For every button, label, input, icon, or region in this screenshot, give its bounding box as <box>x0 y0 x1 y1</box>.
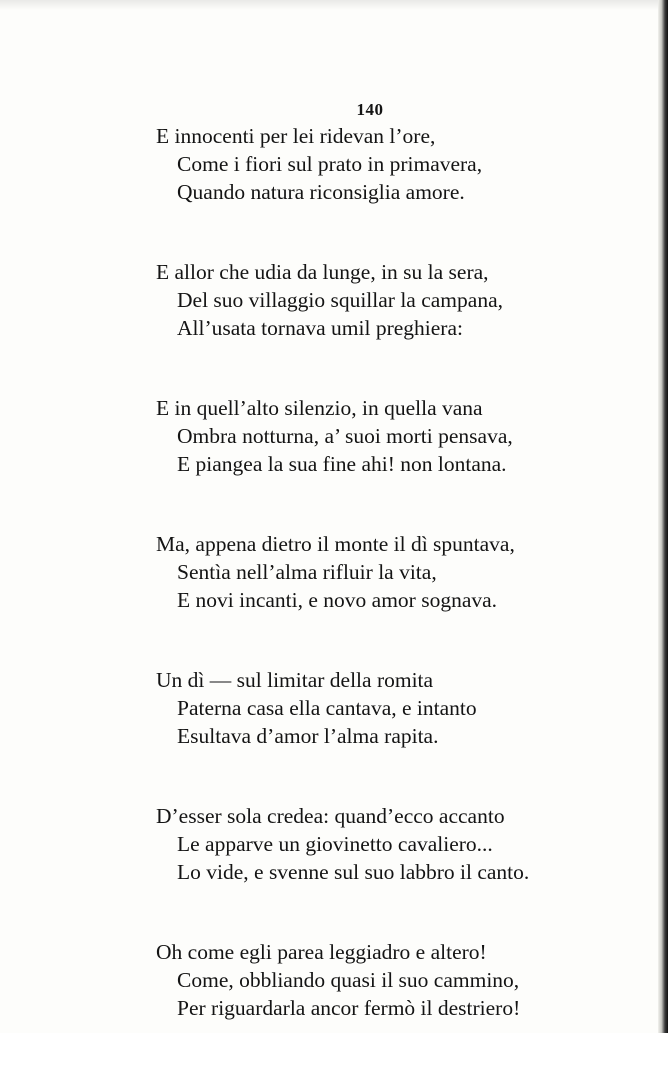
verse-line: D’esser sola credea: quand’ecco accanto <box>156 804 505 828</box>
verse-line: E allor che udia da lunge, in su la sera, <box>156 260 489 284</box>
page-number: 140 <box>356 100 384 119</box>
verse-line: Esultava d’amor l’alma rapita. <box>177 724 439 748</box>
verse-line: Le apparve un giovinetto cavaliero... <box>177 832 493 856</box>
verse-line: Quando natura riconsiglia amore. <box>177 180 465 204</box>
verse-line: Un dì — sul limitar della romita <box>156 668 434 692</box>
stanza <box>156 258 576 342</box>
page-edge-shadow <box>658 0 668 1033</box>
verse-line: Oh come egli parea leggiadro e altero! <box>156 940 487 964</box>
verse-line: E novi incanti, e novo amor sognava. <box>177 588 498 612</box>
verse-line: E piangea la sua fine ahi! non lontana. <box>177 452 507 476</box>
verse-line: Del suo villaggio squillar la campana, <box>177 288 503 312</box>
verse-line: Come i fiori sul prato in primavera, <box>177 152 483 176</box>
verse-line: Per riguardarla ancor fermò il destriero! <box>177 996 521 1020</box>
stanza <box>156 666 576 750</box>
verse-line: Come, obbliando quasi il suo cammino, <box>177 968 520 992</box>
stanza <box>156 122 576 206</box>
verse-line: Paterna casa ella cantava, e intanto <box>177 696 477 720</box>
verse-line: E in quell’alto silenzio, in quella vana <box>156 396 483 420</box>
verse-line: Lo vide, e svenne sul suo labbro il canto. <box>177 860 530 884</box>
stanza <box>156 530 576 614</box>
scan-top-shadow <box>0 0 668 10</box>
stanza <box>156 802 576 886</box>
stanza <box>156 394 576 478</box>
verse-line: Ombra notturna, a’ suoi morti pensava, <box>177 424 513 448</box>
verse-line: All’usata tornava umil preghiera: <box>177 316 463 340</box>
verse-line: Ma, appena dietro il monte il dì spuntava, <box>156 532 515 556</box>
verse-line: E innocenti per lei ridevan l’ore, <box>156 124 436 148</box>
poem-body <box>156 122 576 1074</box>
verse-line: Sentìa nell’alma rifluir la vita, <box>177 560 437 584</box>
stanza <box>156 938 576 1022</box>
